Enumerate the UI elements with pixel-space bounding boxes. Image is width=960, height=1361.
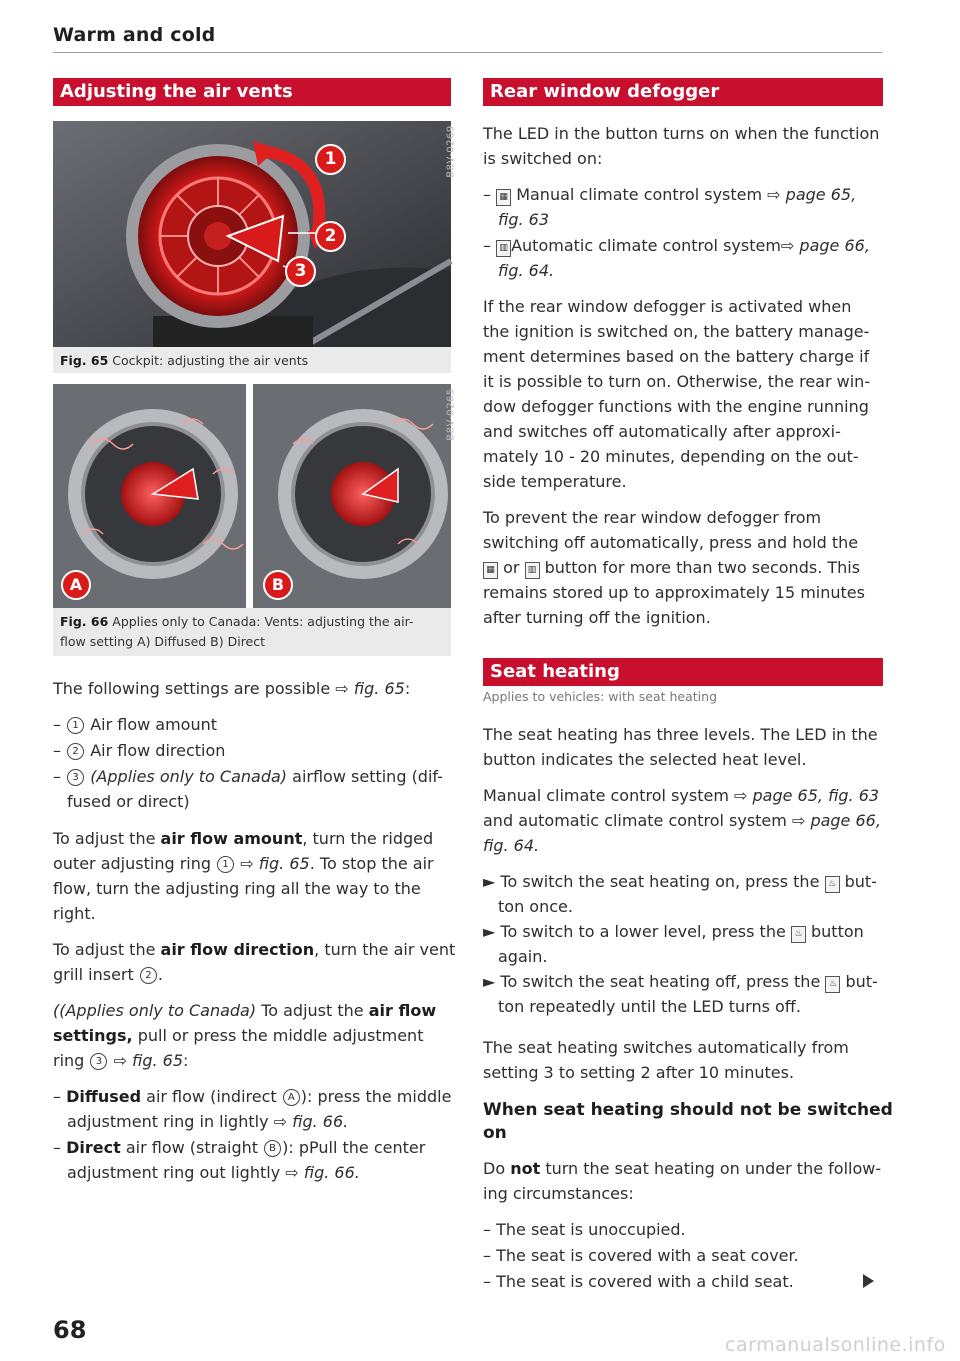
seat-step-2-cont: again. (498, 947, 548, 966)
marker-3: 3 (285, 256, 316, 287)
defogger-body-2: the ignition is switched on, the battery manage- (483, 322, 870, 341)
defogger-auto-button-icon: ▥ (525, 562, 540, 579)
watermark: carmanualsonline.info (725, 1334, 946, 1356)
seat-levels-1: The seat heating has three levels. The LED in the (483, 725, 878, 744)
figure-code-66: B8V-0265 (445, 388, 457, 441)
vents-diffused-direct-illustration (53, 384, 451, 608)
defogger-body-6: and switches off automatically after approxi- (483, 422, 841, 441)
defogger-button-icon: ▦ (496, 189, 511, 206)
marker-2: 2 (315, 221, 346, 252)
defogger-body-7: mately 10 - 20 minutes, depending on the out- (483, 447, 859, 466)
figure-66-caption: Fig. 66 Applies only to Canada: Vents: adjusting the air-flow setting A) Diffused B) Direct (60, 614, 414, 649)
seat-step-1: ► To switch the seat heating on, press the ♨ but- (483, 872, 877, 891)
defogger-hold-5: after turning off the ignition. (483, 608, 711, 627)
para-air-flow-amount-4: right. (53, 904, 96, 923)
direct-item-1: – Direct air flow (straight B ): pPull the center (53, 1138, 426, 1157)
para-air-flow-amount-2: outer adjusting ring 1 ⇨ fig. 65. To stop the air (53, 854, 434, 873)
defogger-hold-2: switching off automatically, press and hold the (483, 533, 859, 552)
diffused-item-1: – Diffused air flow (indirect A ): press the middle (53, 1087, 452, 1106)
seat-heat-button-icon: ♨ (825, 976, 840, 993)
seat-ref-1: Manual climate control system ⇨ page 65, fig. 63 (483, 786, 880, 805)
settings-intro: The following settings are possible ⇨ fig. 65: (53, 679, 411, 698)
defogger-manual-1: – ▦ Manual climate control system ⇨ page 65, (483, 185, 857, 204)
seat-auto-1: The seat heating switches automatically from (483, 1038, 849, 1057)
next-page-arrow-icon (863, 1274, 874, 1288)
circumstance-3: – The seat is covered with a child seat. (483, 1272, 794, 1291)
defogger-body-5: dow defogger functions with the engine running (483, 397, 869, 416)
defogger-body-1: If the rear window defogger is activated when (483, 297, 852, 316)
seat-ref-3: fig. 64. (483, 836, 540, 855)
diffused-item-2: adjustment ring in lightly ⇨ fig. 66. (67, 1112, 349, 1131)
page-number: 68 (53, 1316, 87, 1344)
defogger-manual-2: fig. 63 (498, 210, 550, 229)
page-header-title: Warm and cold (53, 24, 216, 46)
marker-1: 1 (315, 144, 346, 175)
seat-step-1-cont: ton once. (498, 897, 573, 916)
defogger-led-1: The LED in the button turns on when the function (483, 124, 880, 143)
section-title-seat-heating: Seat heating (483, 658, 883, 686)
defogger-auto-button-icon: ▥ (496, 240, 511, 257)
seat-step-2: ► To switch to a lower level, press the ♨ button (483, 922, 864, 941)
defogger-hold-4: remains stored up to approximately 15 minutes (483, 583, 865, 602)
heading-when-not-2: on (483, 1123, 507, 1143)
section-title-air-vents: Adjusting the air vents (53, 78, 451, 106)
para-settings-3: ring 3 ⇨ fig. 65: (53, 1051, 189, 1070)
direct-item-2: adjustment ring out lightly ⇨ fig. 66. (67, 1163, 360, 1182)
para-direction-1: To adjust the air flow direction, turn the air vent (53, 940, 456, 959)
figure-66-vents (53, 384, 457, 608)
circumstance-1: – The seat is unoccupied. (483, 1220, 686, 1239)
section-title-rear-defogger: Rear window defogger (483, 78, 883, 106)
defogger-auto-2: fig. 64. (498, 261, 555, 280)
defogger-body-3: ment determines based on the battery charge if (483, 347, 870, 366)
marker-b: B (263, 570, 293, 600)
defogger-button-icon: ▦ (483, 562, 498, 579)
para-air-flow-amount-3: flow, turn the adjusting ring all the way to the (53, 879, 421, 898)
seat-step-3: ► To switch the seat heating off, press the ♨ but- (483, 972, 878, 991)
figure-65-air-vent (53, 121, 457, 347)
seat-auto-2: setting 3 to setting 2 after 10 minutes. (483, 1063, 795, 1082)
seat-heat-button-icon: ♨ (791, 926, 806, 943)
air-vent-illustration (53, 121, 451, 347)
not-on-1: Do not turn the seat heating on under the follow- (483, 1159, 882, 1178)
para-direction-2: grill insert 2 . (53, 965, 163, 984)
defogger-hold-1: To prevent the rear window defogger from (483, 508, 822, 527)
defogger-led-2: is switched on: (483, 149, 603, 168)
marker-a: A (61, 570, 91, 600)
list-item-2: – 2 Air flow direction (53, 741, 226, 760)
list-item-3-cont: fused or direct) (67, 792, 190, 811)
seat-step-3-cont: ton repeatedly until the LED turns off. (498, 997, 801, 1016)
seat-levels-2: button indicates the selected heat level. (483, 750, 807, 769)
defogger-body-4: it is possible to turn on. Otherwise, the rear win- (483, 372, 871, 391)
para-settings-1: ((Applies only to Canada) To adjust the air flow (53, 1001, 437, 1020)
list-item-3: – 3 (Applies only to Canada) airflow setting (dif- (53, 767, 443, 786)
heading-when-not: When seat heating should not be switched (483, 1100, 893, 1120)
seat-ref-2: and automatic climate control system ⇨ page 66, (483, 811, 881, 830)
para-settings-2: settings, pull or press the middle adjustment (53, 1026, 424, 1045)
defogger-hold-3: ▦ or ▥ button for more than two seconds. This (483, 555, 860, 580)
header-rule (53, 52, 882, 53)
seat-heat-button-icon: ♨ (825, 876, 840, 893)
defogger-auto-1: – ▥ Automatic climate control system⇨ page 66, (483, 236, 870, 255)
seat-heating-applies: Applies to vehicles: with seat heating (483, 689, 718, 704)
list-item-1: – 1 Air flow amount (53, 715, 218, 734)
para-air-flow-amount-1: To adjust the air flow amount, turn the ridged (53, 829, 434, 848)
figure-code-65: B8V-0269 (445, 125, 457, 178)
defogger-body-8: side temperature. (483, 472, 627, 491)
circumstance-2: – The seat is covered with a seat cover. (483, 1246, 799, 1265)
not-on-2: ing circumstances: (483, 1184, 634, 1203)
figure-65-caption: Fig. 65 Cockpit: adjusting the air vents (60, 353, 309, 368)
